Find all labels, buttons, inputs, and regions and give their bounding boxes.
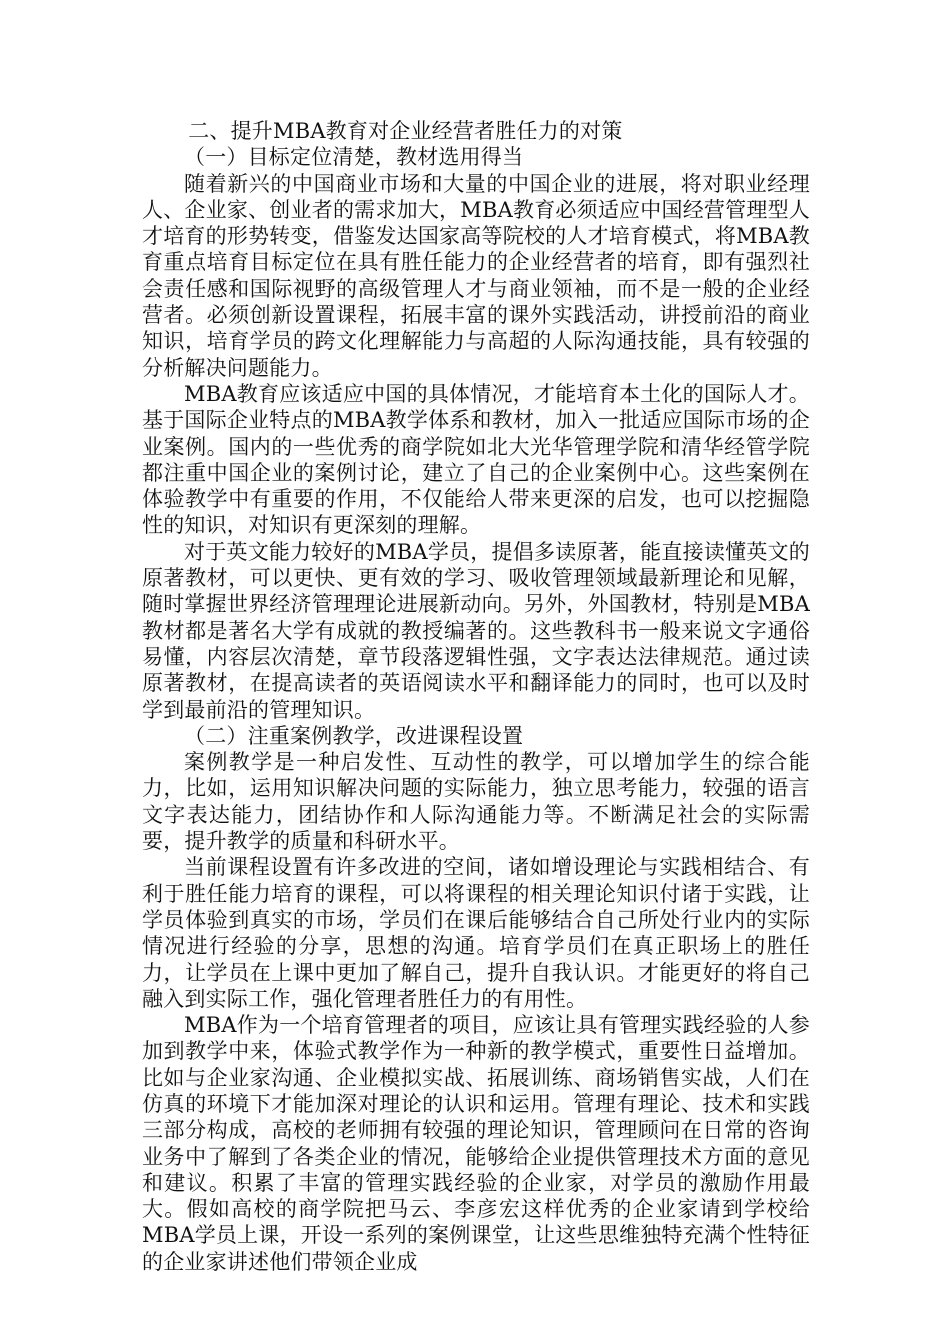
section-heading: 二、提升MBA教育对企业经营者胜任力的对策 [188, 119, 623, 143]
body-paragraph: 对于英文能力较好的MBA学员，提倡多读原著，能直接读懂英文的原著教材，可以更快、更有效的学习、吸收管理领域最新理论和见解，随时掌握世界经济管理理论进展新动向。另外，外国教材，特别是MBA教材都是著名大学有成就的教授编著的。这些教科书一般来说文字通俗易懂，内容层次清楚，章节段落逻辑性强，文字表达法律规范。通过读原著教材，在提高读者的英语阅读水平和翻译能力的同时，也可以及时学到最前沿的管理知识。 [142, 539, 810, 722]
body-paragraph: MBA作为一个培育管理者的项目，应该让具有管理实践经验的人参加到教学中来，体验式教学作为一种新的教学模式，重要性日益增加。比如与企业家沟通、企业模拟实战、拓展训练、商场销售实战，人们在仿真的环境下才能加深对理论的认识和运用。管理有理论、技术和实践三部分构成，高校的老师拥有较强的理论知识，管理顾问在日常的咨询业务中了解到了各类企业的情况，能够给企业提供管理技术方面的意见和建议。积累了丰富的管理实践经验的企业家，对学员的激励作用最大。假如高校的商学院把马云、李彦宏这样优秀的企业家请到学校给MBA学员上课，开设一系列的案例课堂，让这些思维独特充满个性特征的企业家讲述他们带领企业成 [142, 1013, 810, 1274]
document-body [142, 118, 810, 1275]
body-paragraph: 随着新兴的中国商业市场和大量的中国企业的进展，将对职业经理人、企业家、创业者的需求加大，MBA教育必须适应中国经营管理型人才培育的形势转变，借鉴发达国家高等院校的人才培育模式，将MBA教育重点培育目标定位在具有胜任能力的企业经营者的培育，即有强烈社会责任感和国际视野的高级管理人才与商业领袖，而不是一般的企业经营者。必须创新设置课程，拓展丰富的课外实践活动，讲授前沿的商业知识，培育学员的跨文化理解能力与高超的人际沟通技能，具有较强的分析解决问题能力。 [142, 171, 810, 380]
subsection-heading: （二）注重案例教学，改进课程设置 [184, 723, 524, 748]
subsection-heading: （一）目标定位清楚，教材选用得当 [184, 145, 524, 170]
body-paragraph: 当前课程设置有许多改进的空间，诸如增设理论与实践相结合、有利于胜任能力培育的课程，可以将课程的相关理论知识付诸于实践，让学员体验到真实的市场，学员们在课后能够结合自己所处行业内的实际情况进行经验的分享，思想的沟通。培育学员们在真正职场上的胜任力，让学员在上课中更加了解自己，提升自我认识。才能更好的将自己融入到实际工作，强化管理者胜任力的有用性。 [142, 855, 810, 1011]
body-paragraph: 案例教学是一种启发性、互动性的教学，可以增加学生的综合能力，比如，运用知识解决问题的实际能力，独立思考能力，较强的语言文字表达能力，团结协作和人际沟通能力等。不断满足社会的实际需要，提升教学的质量和科研水平。 [142, 750, 810, 854]
body-paragraph: MBA教育应该适应中国的具体情况，才能培育本土化的国际人才。基于国际企业特点的MBA教学体系和教材，加入一批适应国际市场的企业案例。国内的一些优秀的商学院如北大光华管理学院和清华经管学院都注重中国企业的案例讨论，建立了自己的企业案例中心。这些案例在体验教学中有重要的作用，不仅能给人带来更深的启发，也可以挖掘隐性的知识，对知识有更深刻的理解。 [142, 381, 810, 538]
